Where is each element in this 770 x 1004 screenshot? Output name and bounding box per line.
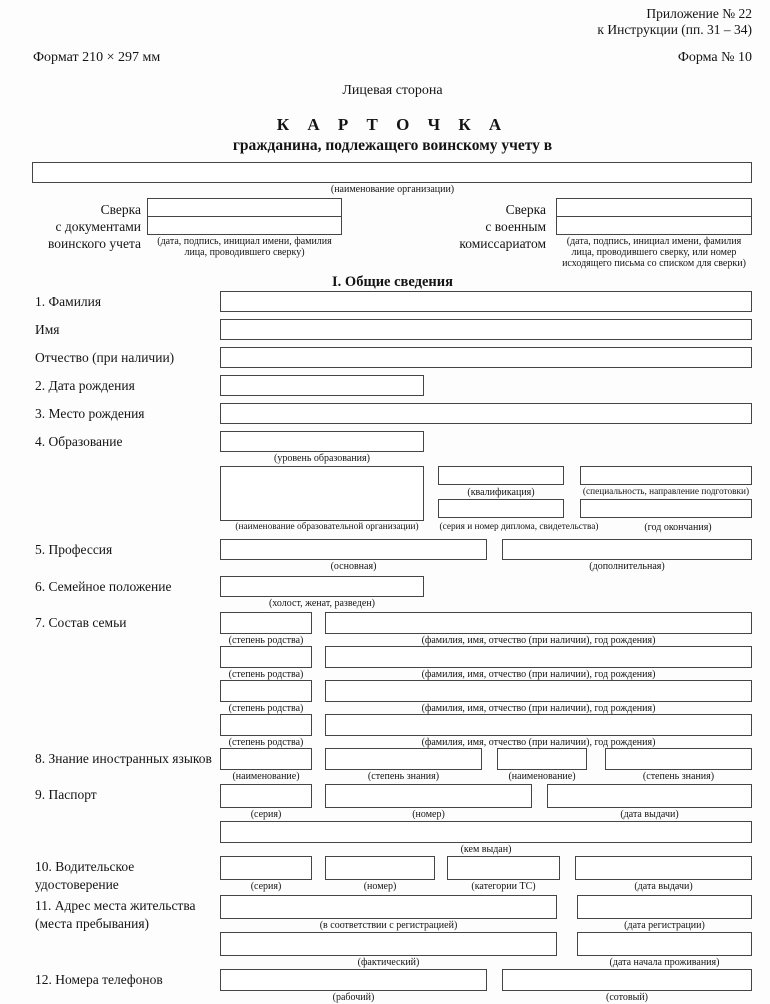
address-actual-input[interactable] bbox=[220, 932, 557, 956]
verification-commissariat-row1-input[interactable] bbox=[557, 199, 751, 217]
field-surname bbox=[33, 291, 752, 312]
language-name-input-2[interactable] bbox=[497, 748, 587, 770]
language-name-caption-1: (наименование) bbox=[232, 771, 300, 782]
verification-commissariat-label-line2: с военным bbox=[485, 219, 546, 234]
education-org-input[interactable] bbox=[220, 466, 424, 521]
organization-name-caption: (наименование организации) bbox=[330, 184, 455, 195]
surname-label: 1. Фамилия bbox=[35, 294, 102, 309]
field-profession bbox=[33, 539, 752, 572]
address-registered-input[interactable] bbox=[220, 895, 557, 919]
field-family-row-1 bbox=[33, 612, 752, 646]
profession-main-input[interactable] bbox=[220, 539, 487, 560]
phone-work-input[interactable] bbox=[220, 969, 487, 991]
phone-cell-caption: (сотовый) bbox=[606, 992, 648, 1003]
languages-label: 8. Знание иностранных языков bbox=[35, 751, 212, 766]
appendix-note bbox=[33, 6, 752, 38]
license-categories-input[interactable] bbox=[447, 856, 560, 880]
profession-extra-caption: (дополнительная) bbox=[589, 561, 665, 572]
address-label: 11. Адрес места жительства (места пребывания) bbox=[35, 898, 196, 931]
verification-docs-label-line3: воинского учета bbox=[47, 236, 141, 251]
residence-start-date-caption: (дата начала проживания) bbox=[609, 957, 720, 968]
residence-start-date-input[interactable] bbox=[577, 932, 752, 956]
verification-docs-box bbox=[147, 198, 342, 235]
passport-label: 9. Паспорт bbox=[35, 787, 97, 802]
first-name-label: Имя bbox=[35, 322, 60, 337]
family-relation-caption-4: (степень родства) bbox=[228, 737, 304, 748]
address-actual-caption: (фактический) bbox=[357, 957, 420, 968]
format-row bbox=[33, 50, 752, 66]
language-level-caption-1: (степень знания) bbox=[367, 771, 440, 782]
specialty-input[interactable] bbox=[580, 466, 752, 485]
verification-docs-row2-input[interactable] bbox=[148, 217, 341, 234]
license-date-input[interactable] bbox=[575, 856, 752, 880]
verification-commissariat-field bbox=[556, 198, 752, 269]
verification-commissariat-box bbox=[556, 198, 752, 235]
marital-status-label: 6. Семейное положение bbox=[35, 579, 172, 594]
field-address bbox=[33, 895, 752, 968]
verification-commissariat-label bbox=[342, 198, 556, 269]
education-bottom-captions bbox=[220, 522, 752, 533]
passport-series-input[interactable] bbox=[220, 784, 312, 808]
license-number-input[interactable] bbox=[325, 856, 435, 880]
family-member-caption-1: (фамилия, имя, отчество (при наличии), год рождения) bbox=[421, 635, 656, 646]
passport-number-input[interactable] bbox=[325, 784, 532, 808]
field-family-row-2 bbox=[33, 646, 752, 680]
family-member-caption-4: (фамилия, имя, отчество (при наличии), год рождения) bbox=[421, 737, 656, 748]
organization-name-input[interactable] bbox=[32, 162, 752, 183]
family-relation-input-1[interactable] bbox=[220, 612, 312, 634]
specialty-caption: (специальность, направление подготовки) bbox=[582, 487, 750, 497]
verification-row bbox=[33, 198, 752, 269]
patronymic-label: Отчество (при наличии) bbox=[35, 350, 175, 365]
paper-format-note: Формат 210 × 297 мм bbox=[33, 50, 161, 65]
page-side-label: Лицевая сторона bbox=[342, 83, 443, 98]
family-member-input-3[interactable] bbox=[325, 680, 752, 702]
license-categories-caption: (категории ТС) bbox=[471, 881, 536, 892]
language-name-caption-2: (наименование) bbox=[508, 771, 576, 782]
verification-docs-field bbox=[147, 198, 342, 269]
passport-series-caption: (серия) bbox=[250, 809, 282, 820]
form-number: Форма № 10 bbox=[677, 50, 752, 65]
marital-status-caption: (холост, женат, разведен) bbox=[268, 598, 376, 609]
form-title: К А Р Т О Ч К А bbox=[276, 115, 509, 134]
field-languages bbox=[33, 748, 752, 782]
language-level-input-1[interactable] bbox=[325, 748, 482, 770]
family-relation-input-3[interactable] bbox=[220, 680, 312, 702]
appendix-line-1: Приложение № 22 bbox=[646, 6, 752, 21]
verification-docs-row1-input[interactable] bbox=[148, 199, 341, 217]
qualification-caption: (квалификация) bbox=[467, 487, 535, 498]
passport-number-caption: (номер) bbox=[412, 809, 445, 820]
license-number-caption: (номер) bbox=[363, 881, 397, 892]
family-member-caption-3: (фамилия, имя, отчество (при наличии), год рождения) bbox=[421, 703, 656, 714]
passport-issuer-caption: (кем выдан) bbox=[460, 844, 512, 855]
education-org-caption: (наименование образовательной организации) bbox=[235, 522, 419, 532]
profession-extra-input[interactable] bbox=[502, 539, 752, 560]
birth-date-input[interactable] bbox=[220, 375, 424, 396]
diploma-number-input[interactable] bbox=[438, 499, 564, 518]
form-subtitle: гражданина, подлежащего воинскому учету в bbox=[232, 137, 553, 154]
profession-label: 5. Профессия bbox=[35, 542, 113, 557]
family-relation-caption-2: (степень родства) bbox=[228, 669, 304, 680]
field-family-row-3 bbox=[33, 680, 752, 714]
birth-place-label: 3. Место рождения bbox=[35, 406, 145, 421]
registration-date-caption: (дата регистрации) bbox=[624, 920, 705, 931]
diploma-number-caption: (серия и номер диплома, свидетельства) bbox=[439, 522, 599, 532]
verification-commissariat-label-line3: комиссариатом bbox=[459, 236, 546, 251]
field-phones bbox=[33, 969, 752, 1003]
verification-docs-label-line2: с документами bbox=[55, 219, 141, 234]
language-level-caption-2: (степень знания) bbox=[642, 771, 715, 782]
license-date-caption: (дата выдачи) bbox=[634, 881, 693, 892]
first-name-input[interactable] bbox=[220, 319, 752, 340]
phone-work-caption: (рабочий) bbox=[332, 992, 375, 1003]
phones-label: 12. Номера телефонов bbox=[35, 972, 163, 987]
appendix-line-2: к Инструкции (пп. 31 – 34) bbox=[597, 22, 752, 37]
profession-main-caption: (основная) bbox=[330, 561, 377, 572]
language-level-input-2[interactable] bbox=[605, 748, 752, 770]
verification-docs-label-line1: Сверка bbox=[100, 202, 141, 217]
birth-date-label: 2. Дата рождения bbox=[35, 378, 135, 393]
graduation-year-caption: (год окончания) bbox=[644, 522, 712, 533]
family-relation-input-4[interactable] bbox=[220, 714, 312, 736]
birth-place-input[interactable] bbox=[220, 403, 752, 424]
field-education bbox=[33, 431, 752, 533]
education-level-caption: (уровень образования) bbox=[274, 453, 370, 464]
education-grid bbox=[220, 466, 752, 521]
verification-commissariat-row2-input[interactable] bbox=[557, 217, 751, 234]
family-member-caption-2: (фамилия, имя, отчество (при наличии), год рождения) bbox=[421, 669, 656, 680]
qualification-input[interactable] bbox=[438, 466, 564, 485]
marital-status-input[interactable] bbox=[220, 576, 424, 597]
passport-date-caption: (дата выдачи) bbox=[620, 809, 679, 820]
registration-date-input[interactable] bbox=[577, 895, 752, 919]
surname-input[interactable] bbox=[220, 291, 752, 312]
language-name-input-1[interactable] bbox=[220, 748, 312, 770]
graduation-year-input[interactable] bbox=[580, 499, 752, 518]
field-marital-status bbox=[33, 576, 752, 609]
field-family-row-4 bbox=[33, 714, 752, 748]
field-patronymic bbox=[33, 347, 752, 368]
field-drivers-license bbox=[33, 856, 752, 894]
verification-docs-label bbox=[33, 198, 147, 269]
verification-commissariat-label-line1: Сверка bbox=[505, 202, 546, 217]
license-series-input[interactable] bbox=[220, 856, 312, 880]
field-birth-place bbox=[33, 403, 752, 424]
verification-commissariat-caption: (дата, подпись, инициал имени, фамилия лица, проводившего сверку, или номер исходящего письма со списком для сверки) bbox=[562, 236, 746, 269]
license-series-caption: (серия) bbox=[250, 881, 282, 892]
family-member-input-4[interactable] bbox=[325, 714, 752, 736]
passport-date-input[interactable] bbox=[547, 784, 752, 808]
patronymic-input[interactable] bbox=[220, 347, 752, 368]
address-registered-caption: (в соответствии с регистрацией) bbox=[319, 920, 458, 931]
passport-issuer-input[interactable] bbox=[220, 821, 752, 843]
field-first-name bbox=[33, 319, 752, 340]
drivers-license-label: 10. Водительское удостоверение bbox=[35, 859, 135, 892]
education-label: 4. Образование bbox=[35, 434, 123, 449]
family-relation-caption-1: (степень родства) bbox=[228, 635, 304, 646]
family-member-input-2[interactable] bbox=[325, 646, 752, 668]
section1-heading: I. Общие сведения bbox=[332, 274, 453, 290]
verification-docs-caption: (дата, подпись, инициал имени, фамилия лица, проводившего сверку) bbox=[157, 236, 332, 258]
family-relation-input-2[interactable] bbox=[220, 646, 312, 668]
family-member-input-1[interactable] bbox=[325, 612, 752, 634]
family-label: 7. Состав семьи bbox=[35, 615, 127, 630]
family-relation-caption-3: (степень родства) bbox=[228, 703, 304, 714]
field-passport-issuer bbox=[33, 821, 752, 855]
phone-cell-input[interactable] bbox=[502, 969, 752, 991]
field-passport bbox=[33, 784, 752, 820]
field-birth-date bbox=[33, 375, 752, 396]
education-level-input[interactable] bbox=[220, 431, 424, 452]
